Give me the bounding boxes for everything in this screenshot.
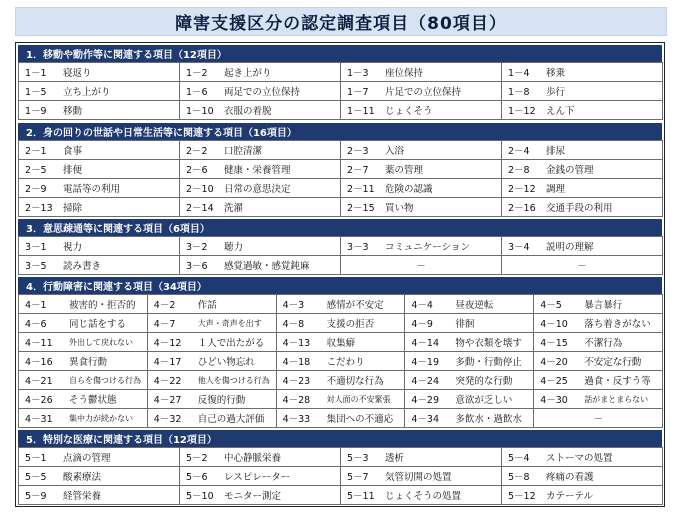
- item-number: 5－9: [25, 491, 47, 502]
- table-cell: [18, 62, 180, 82]
- table-row: [18, 178, 662, 197]
- item-label: 落ち着きがない: [584, 319, 651, 330]
- item-number: 2－3: [347, 146, 369, 157]
- item-label: 話がまとまらない: [584, 394, 649, 404]
- table-cell: [340, 197, 502, 217]
- item-label: 薬の管理: [385, 165, 424, 176]
- table-cell: [340, 62, 502, 82]
- item-label: 入浴: [385, 146, 405, 157]
- item-label: 衣服の着脱: [224, 106, 272, 117]
- section-rows: [18, 62, 662, 119]
- table-cell: [533, 332, 663, 352]
- table-row: [18, 332, 662, 351]
- item-label: 多動・行動停止: [455, 357, 522, 368]
- item-number: 3－4: [508, 242, 530, 253]
- table-cell: [501, 140, 663, 160]
- table-cell: [340, 466, 502, 486]
- item-number: 4－18: [282, 357, 311, 368]
- item-label: 過食・反すう等: [584, 376, 651, 387]
- empty-placeholder: －: [593, 414, 603, 425]
- item-number: 4－34: [411, 414, 440, 425]
- table-cell: [340, 236, 502, 256]
- item-number: 4－11: [25, 338, 53, 349]
- item-number: 2－4: [508, 146, 530, 157]
- table-cell: [179, 255, 341, 275]
- table-cell: [276, 332, 406, 352]
- item-number: 4－1: [25, 300, 47, 311]
- table-cell: [18, 351, 148, 371]
- table-cell: [533, 389, 663, 409]
- item-number: 5－4: [508, 453, 530, 464]
- item-number: 4－13: [282, 338, 311, 349]
- table-cell: [18, 197, 180, 217]
- item-number: 4－3: [282, 300, 305, 311]
- table-cell: [404, 389, 534, 409]
- table-cell: [533, 294, 663, 314]
- item-label: じょくそう: [385, 106, 433, 117]
- table-cell: [18, 81, 180, 101]
- item-number: 5－10: [186, 491, 214, 502]
- item-label: 作話: [197, 300, 217, 311]
- item-label: 同じ話をする: [69, 319, 127, 330]
- item-label: 意欲が乏しい: [455, 395, 513, 406]
- table-cell: [18, 100, 180, 120]
- table-row: [18, 81, 662, 100]
- item-label: 反復的行動: [197, 395, 246, 406]
- item-label: 説明の理解: [546, 242, 594, 253]
- section-header: 1．移動や動作等に関連する項目（12項目）: [18, 45, 662, 62]
- table-cell: [18, 178, 180, 198]
- table-cell: [340, 140, 502, 160]
- table-cell: [276, 351, 406, 371]
- item-number: 2－8: [508, 165, 530, 176]
- item-number: 5－1: [25, 453, 47, 464]
- item-label: モニター測定: [224, 491, 282, 502]
- item-label: 両足での立位保持: [224, 87, 301, 98]
- item-number: 3－6: [186, 261, 208, 272]
- table-cell: [18, 408, 148, 428]
- item-label: 洗濯: [224, 203, 244, 214]
- item-number: 4－24: [411, 376, 440, 387]
- item-number: 4－19: [411, 357, 440, 368]
- item-number: 4－21: [25, 376, 53, 387]
- item-label: 徘徊: [455, 319, 475, 330]
- item-label: 物や衣類を壊す: [455, 338, 522, 349]
- item-label: 金銭の管理: [546, 165, 594, 176]
- table-cell: [340, 485, 502, 505]
- item-label: 対人面の不安緊張: [326, 394, 391, 404]
- item-label: 感情が不安定: [326, 300, 384, 311]
- item-number: 5－2: [186, 453, 208, 464]
- item-number: 4－17: [153, 357, 182, 368]
- item-label: 中心静脈栄養: [224, 453, 282, 464]
- item-label: レスピレーター: [224, 472, 291, 483]
- table-cell: [501, 466, 663, 486]
- item-number: 2－14: [186, 203, 214, 214]
- item-label: 移動: [63, 106, 83, 117]
- item-number: 4－28: [282, 395, 311, 406]
- table-cell: [147, 389, 277, 409]
- table-cell: [501, 236, 663, 256]
- page-title-banner: [15, 7, 667, 36]
- item-number: 4－31: [25, 414, 53, 425]
- item-number: 3－2: [186, 242, 208, 253]
- table-row: [18, 236, 662, 255]
- item-label: 他人を傷つける行為: [197, 375, 270, 385]
- table-cell: [179, 159, 341, 179]
- item-label: 暴言暴行: [584, 300, 623, 311]
- item-number: 4－23: [282, 376, 311, 387]
- item-number: 2－6: [186, 165, 208, 176]
- item-label: こだわり: [326, 357, 365, 368]
- item-number: 4－10: [540, 319, 568, 330]
- item-label: 透析: [385, 453, 405, 464]
- table-cell: [501, 255, 663, 275]
- table-cell: [147, 408, 277, 428]
- item-label: 交通手段の利用: [546, 203, 613, 214]
- item-number: 5－7: [347, 472, 369, 483]
- item-number: 2－15: [347, 203, 375, 214]
- item-label: 疼痛の看護: [546, 472, 594, 483]
- table-cell: [404, 313, 534, 333]
- item-label: 寝返り: [63, 68, 92, 79]
- section-header: 3．意思疎通等に関連する項目（6項目）: [18, 219, 662, 236]
- table-cell: [179, 140, 341, 160]
- item-number: 4－5: [540, 300, 562, 311]
- item-number: 5－6: [186, 472, 208, 483]
- item-number: 2－9: [25, 184, 47, 195]
- item-number: 3－3: [347, 242, 369, 253]
- table-row: [18, 313, 662, 332]
- item-number: 1－4: [508, 68, 530, 79]
- table-cell: [18, 466, 180, 486]
- item-number: 4－12: [153, 338, 182, 349]
- item-number: 4－7: [153, 319, 176, 330]
- table-cell: [18, 313, 148, 333]
- item-label: 片足での立位保持: [385, 87, 462, 98]
- item-label: 日常の意思決定: [224, 184, 291, 195]
- table-cell: [501, 81, 663, 101]
- item-label: 買い物: [385, 203, 414, 214]
- item-number: 2－1: [25, 146, 47, 157]
- item-label: 視力: [63, 242, 83, 253]
- table-cell: [501, 485, 663, 505]
- item-label: えん下: [546, 106, 575, 117]
- table-row: [18, 408, 662, 427]
- item-label: 排尿: [546, 146, 566, 157]
- item-label: カテーテル: [546, 491, 594, 502]
- item-number: 1－9: [25, 106, 47, 117]
- table-cell: [340, 255, 502, 275]
- item-number: 4－8: [282, 319, 305, 330]
- table-cell: [179, 197, 341, 217]
- table-row: [18, 447, 662, 466]
- item-number: 1－7: [347, 87, 369, 98]
- table-cell: [276, 313, 406, 333]
- item-label: コミュニケーション: [385, 242, 470, 253]
- table-cell: [276, 408, 406, 428]
- item-number: 4－30: [540, 395, 568, 406]
- section-header: 4．行動障害に関連する項目（34項目）: [18, 277, 662, 294]
- item-label: 自らを傷つける行為: [69, 375, 141, 385]
- table-cell: [179, 178, 341, 198]
- section-behavior: [18, 277, 662, 427]
- item-number: 4－9: [411, 319, 433, 330]
- table-row: [18, 159, 662, 178]
- item-label: 不適切な行為: [326, 376, 384, 387]
- item-label: 自己の過大評価: [197, 414, 265, 425]
- item-number: 1－11: [347, 106, 375, 117]
- table-row: [18, 351, 662, 370]
- table-cell: [18, 370, 148, 390]
- item-label: 酸素療法: [63, 472, 102, 483]
- item-label: 昼夜逆転: [455, 300, 494, 311]
- table-cell: [404, 351, 534, 371]
- table-cell: [18, 255, 180, 275]
- item-number: 4－32: [153, 414, 182, 425]
- table-cell: [179, 447, 341, 467]
- table-row: [18, 62, 662, 81]
- item-number: 4－27: [153, 395, 182, 406]
- item-label: ストーマの処置: [546, 453, 613, 464]
- table-cell: [340, 100, 502, 120]
- table-cell: [179, 236, 341, 256]
- item-label: 異食行動: [69, 357, 108, 368]
- item-label: １人で出たがる: [197, 338, 265, 349]
- table-row: [18, 466, 662, 485]
- empty-placeholder: －: [416, 261, 426, 272]
- table-cell: [18, 389, 148, 409]
- section-rows: [18, 447, 662, 504]
- section-medical: [18, 430, 662, 504]
- table-cell: [340, 81, 502, 101]
- item-number: 2－11: [347, 184, 375, 195]
- item-number: 5－3: [347, 453, 369, 464]
- table-cell: [340, 178, 502, 198]
- table-cell: [179, 62, 341, 82]
- table-cell: [533, 370, 663, 390]
- item-number: 2－13: [25, 203, 53, 214]
- table-row: [18, 389, 662, 408]
- item-number: 2－10: [186, 184, 214, 195]
- table-cell: [18, 485, 180, 505]
- item-label: ひどい物忘れ: [197, 357, 255, 368]
- item-number: 4－20: [540, 357, 568, 368]
- table-cell: [276, 294, 406, 314]
- item-number: 5－8: [508, 472, 530, 483]
- item-number: 5－11: [347, 491, 375, 502]
- table-cell: [147, 313, 277, 333]
- item-number: 1－12: [508, 106, 536, 117]
- items-table: [15, 42, 665, 507]
- section-header: 5．特別な医療に関連する項目（12項目）: [18, 430, 662, 447]
- item-number: 1－10: [186, 106, 214, 117]
- table-row: [18, 255, 662, 274]
- table-cell: [340, 159, 502, 179]
- item-number: 2－12: [508, 184, 536, 195]
- item-label: 経管栄養: [63, 491, 102, 502]
- section-rows: [18, 236, 662, 274]
- table-cell: [533, 351, 663, 371]
- table-cell: [18, 140, 180, 160]
- item-label: じょくそうの処置: [385, 491, 462, 502]
- item-label: 健康・栄養管理: [224, 165, 291, 176]
- item-label: 収集癖: [326, 338, 356, 349]
- item-label: 調理: [546, 184, 566, 195]
- item-number: 1－2: [186, 68, 208, 79]
- item-label: 不潔行為: [584, 338, 623, 349]
- table-cell: [276, 389, 406, 409]
- item-number: 4－25: [540, 376, 568, 387]
- item-label: 聴力: [224, 242, 244, 253]
- table-row: [18, 485, 662, 504]
- item-label: 外出して戻れない: [69, 337, 133, 347]
- table-cell: [18, 236, 180, 256]
- item-label: 被害的・拒否的: [69, 300, 136, 311]
- item-number: 4－26: [25, 395, 53, 406]
- item-number: 4－15: [540, 338, 568, 349]
- table-cell: [147, 332, 277, 352]
- table-cell: [147, 294, 277, 314]
- table-cell: [404, 294, 534, 314]
- table-cell: [501, 197, 663, 217]
- table-cell: [147, 370, 277, 390]
- item-label: 掃除: [63, 203, 83, 214]
- item-label: 多飲水・過飲水: [455, 414, 522, 425]
- item-label: 移乗: [546, 68, 566, 79]
- empty-placeholder: －: [577, 261, 587, 272]
- item-number: 5－5: [25, 472, 47, 483]
- table-cell: [18, 294, 148, 314]
- item-label: 危険の認識: [385, 184, 433, 195]
- item-number: 2－5: [25, 165, 47, 176]
- table-cell: [340, 447, 502, 467]
- item-number: 1－5: [25, 87, 47, 98]
- item-number: 3－5: [25, 261, 47, 272]
- table-cell: [501, 447, 663, 467]
- item-number: 1－1: [25, 68, 47, 79]
- section-rows: [18, 140, 662, 216]
- item-number: 4－14: [411, 338, 440, 349]
- item-label: 集団への不適応: [326, 414, 394, 425]
- item-number: 4－16: [25, 357, 53, 368]
- table-cell: [179, 466, 341, 486]
- item-label: 不安定な行動: [584, 357, 642, 368]
- item-number: 2－7: [347, 165, 369, 176]
- table-cell: [147, 351, 277, 371]
- item-label: 食事: [63, 146, 83, 157]
- table-row: [18, 197, 662, 216]
- section-header: 2．身の回りの世話や日常生活等に関連する項目（16項目）: [18, 123, 662, 140]
- item-label: 起き上がり: [224, 68, 272, 79]
- table-cell: [179, 485, 341, 505]
- item-number: 1－3: [347, 68, 369, 79]
- table-cell: [18, 159, 180, 179]
- item-label: 座位保持: [385, 68, 424, 79]
- table-cell: [533, 408, 663, 428]
- item-number: 3－1: [25, 242, 47, 253]
- item-label: 排便: [63, 165, 83, 176]
- item-label: 立ち上がり: [63, 87, 111, 98]
- item-label: 気管切開の処置: [385, 472, 452, 483]
- item-number: 5－12: [508, 491, 536, 502]
- table-cell: [404, 408, 534, 428]
- section-daily-life: [18, 123, 662, 216]
- table-cell: [501, 159, 663, 179]
- page-title: 障害支援区分の認定調査項目（80項目）: [175, 14, 507, 34]
- item-number: 4－4: [411, 300, 433, 311]
- table-cell: [276, 370, 406, 390]
- item-number: 2－16: [508, 203, 536, 214]
- table-cell: [501, 62, 663, 82]
- table-cell: [18, 447, 180, 467]
- section-rows: [18, 294, 662, 427]
- item-number: 1－8: [508, 87, 530, 98]
- item-number: 2－2: [186, 146, 208, 157]
- item-label: 突発的な行動: [455, 376, 513, 387]
- item-label: 集中力が続かない: [69, 413, 133, 423]
- item-label: 歩行: [546, 87, 566, 98]
- item-number: 1－6: [186, 87, 208, 98]
- table-cell: [501, 178, 663, 198]
- item-number: 4－33: [282, 414, 311, 425]
- item-number: 4－2: [153, 300, 176, 311]
- table-cell: [179, 81, 341, 101]
- table-row: [18, 294, 662, 313]
- table-row: [18, 140, 662, 159]
- item-number: 4－29: [411, 395, 440, 406]
- table-cell: [18, 332, 148, 352]
- item-label: 点滴の管理: [63, 453, 111, 464]
- item-label: 読み書き: [63, 261, 102, 272]
- item-label: 支援の拒否: [326, 319, 375, 330]
- table-cell: [179, 100, 341, 120]
- item-label: 感覚過敏・感覚鈍麻: [224, 261, 310, 272]
- item-label: そう鬱状態: [69, 395, 117, 406]
- table-row: [18, 100, 662, 119]
- table-cell: [404, 370, 534, 390]
- table-cell: [501, 100, 663, 120]
- item-number: 4－6: [25, 319, 47, 330]
- section-communication: [18, 219, 662, 274]
- table-row: [18, 370, 662, 389]
- section-mobility: [18, 45, 662, 119]
- table-cell: [404, 332, 534, 352]
- item-label: 口腔清潔: [224, 146, 263, 157]
- table-cell: [533, 313, 663, 333]
- item-label: 電話等の利用: [63, 184, 121, 195]
- item-label: 大声・奇声を出す: [197, 318, 262, 328]
- item-number: 4－22: [153, 376, 182, 387]
